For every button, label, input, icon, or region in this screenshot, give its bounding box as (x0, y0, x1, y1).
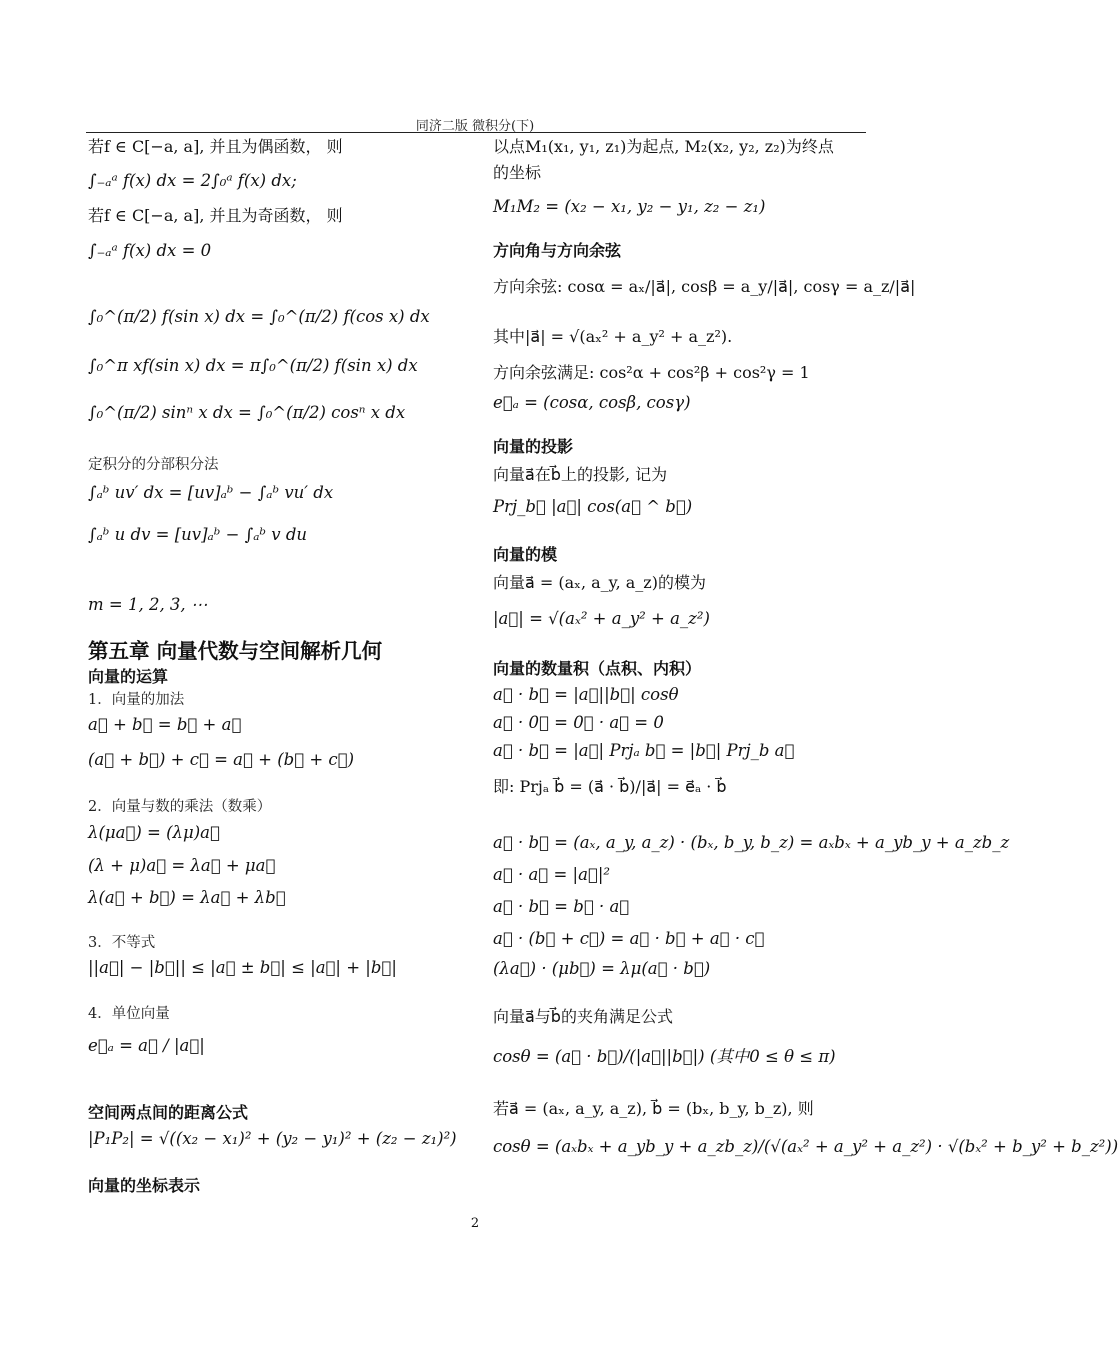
left_column-line: 1．向量的加法 (88, 692, 185, 708)
left_column-line: 向量的运算 (88, 667, 169, 686)
right_column-line: 向量a⃗与b⃗的夹角满足公式 (493, 1007, 673, 1026)
left_column-line: 空间两点间的距离公式 (88, 1103, 249, 1122)
right_column-line: a⃗ · b⃗ = |a⃗||b⃗| cosθ (493, 685, 679, 704)
right_column-line: (λa⃗) · (μb⃗) = λμ(a⃗ · b⃗) (493, 959, 711, 978)
left_column-line: λ(μa⃗) = (λμ)a⃗ (88, 823, 220, 842)
right_column-line: 向量的投影 (493, 437, 574, 456)
left_column-line: ∫₋ₐᵃ f(x) dx = 2∫₀ᵃ f(x) dx; (88, 171, 297, 190)
left_column-line: 若f ∈ C[−a, a], 并且为偶函数， 则 (88, 137, 343, 156)
right_column-line: 方向余弦: cosα = aₓ/|a⃗|, cosβ = a_y/|a⃗|, cosγ = a_z/|a⃗| (493, 277, 916, 296)
header-rule (86, 132, 866, 133)
left_column-line: a⃗ + b⃗ = b⃗ + a⃗ (88, 715, 242, 734)
left_column-line: 第五章 向量代数与空间解析几何 (88, 639, 383, 663)
left_column-line: ∫₋ₐᵃ f(x) dx = 0 (88, 241, 212, 260)
left_column-line: e⃗ₐ = a⃗ / |a⃗| (88, 1036, 205, 1055)
right_column-line: 即: Prjₐ b⃗ = (a⃗ · b⃗)/|a⃗| = e⃗ₐ · b⃗ (493, 777, 727, 796)
right_column-line: a⃗ · b⃗ = |a⃗| Prjₐ b⃗ = |b⃗| Prj_b a⃗ (493, 741, 795, 760)
left_column-line: ∫₀^(π/2) sinⁿ x dx = ∫₀^(π/2) cosⁿ x dx (88, 403, 406, 422)
right_column-line: cosθ = (a⃗ · b⃗)/(|a⃗||b⃗|) (其中0 ≤ θ ≤ π) (493, 1047, 836, 1066)
right_column-line: 方向角与方向余弦 (493, 241, 622, 260)
left_column-line: ∫ₐᵇ u dv = [uv]ₐᵇ − ∫ₐᵇ v du (88, 525, 308, 544)
right_column-line: 的坐标 (493, 163, 542, 182)
right_column-line: 向量的模 (493, 545, 558, 564)
left_column-line: 2．向量与数的乘法（数乘） (88, 799, 272, 815)
right_column-line: Prj_b⃗ |a⃗| cos(a⃗ ^ b⃗) (493, 497, 693, 516)
right_column-line: a⃗ · 0⃗ = 0⃗ · a⃗ = 0 (493, 713, 664, 732)
left_column-line: 向量的坐标表示 (88, 1176, 201, 1195)
left_column-line: ∫ₐᵇ uv′ dx = [uv]ₐᵇ − ∫ₐᵇ vu′ dx (88, 483, 334, 502)
left_column-line: 3．不等式 (88, 935, 156, 951)
right_column-line: e⃗ₐ = (cosα, cosβ, cosγ) (493, 393, 691, 412)
right_column-line: a⃗ · (b⃗ + c⃗) = a⃗ · b⃗ + a⃗ · c⃗ (493, 929, 765, 948)
right_column-line: a⃗ · b⃗ = b⃗ · a⃗ (493, 897, 630, 916)
right_column-line: 方向余弦满足: cos²α + cos²β + cos²γ = 1 (493, 363, 810, 382)
right_column-line: 其中|a⃗| = √(aₓ² + a_y² + a_z²). (493, 327, 733, 346)
page-number: 2 (470, 1216, 480, 1231)
left_column-line: ∫₀^π xf(sin x) dx = π∫₀^(π/2) f(sin x) dx (88, 356, 418, 375)
left_column-line: |P₁P₂| = √((x₂ − x₁)² + (y₂ − y₁)² + (z₂ − z₁)²) (88, 1129, 457, 1148)
page-header: 同济二版 微积分(下) (415, 119, 535, 134)
right_column-line: a⃗ · b⃗ = (aₓ, a_y, a_z) · (bₓ, b_y, b_z) = aₓbₓ + a_yb_y + a_zb_z (493, 833, 1010, 852)
right_column-line: 向量a⃗在b⃗上的投影, 记为 (493, 465, 668, 484)
left_column-line: λ(a⃗ + b⃗) = λa⃗ + λb⃗ (88, 888, 286, 907)
right_column-line: |a⃗| = √(aₓ² + a_y² + a_z²) (493, 609, 710, 628)
right_column-line: 向量的数量积（点积、内积） (493, 659, 702, 678)
right_column-line: M₁M₂ = (x₂ − x₁, y₂ − y₁, z₂ − z₁) (493, 197, 766, 216)
right_column-line: 向量a⃗ = (aₓ, a_y, a_z)的模为 (493, 573, 706, 592)
left_column-line: ||a⃗| − |b⃗|| ≤ |a⃗ ± b⃗| ≤ |a⃗| + |b⃗| (88, 958, 397, 977)
right_column-line: cosθ = (aₓbₓ + a_yb_y + a_zb_z)/(√(aₓ² + a_y² + a_z²) · √(bₓ² + b_y² + b_z²)) (493, 1137, 1118, 1156)
left_column-line: 定积分的分部积分法 (88, 457, 219, 473)
left_column-line: 4．单位向量 (88, 1006, 170, 1022)
left_column-line: m = 1, 2, 3, ⋯ (88, 595, 208, 614)
left_column-line: (a⃗ + b⃗) + c⃗ = a⃗ + (b⃗ + c⃗) (88, 750, 355, 769)
left_column-line: (λ + μ)a⃗ = λa⃗ + μa⃗ (88, 856, 276, 875)
left_column-line: ∫₀^(π/2) f(sin x) dx = ∫₀^(π/2) f(cos x) dx (88, 307, 430, 326)
right_column-line: 若a⃗ = (aₓ, a_y, a_z), b⃗ = (bₓ, b_y, b_z), 则 (493, 1099, 814, 1118)
right_column-line: a⃗ · a⃗ = |a⃗|² (493, 865, 610, 884)
left_column-line: 若f ∈ C[−a, a], 并且为奇函数， 则 (88, 206, 343, 225)
right_column-line: 以点M₁(x₁, y₁, z₁)为起点, M₂(x₂, y₂, z₂)为终点 (493, 137, 834, 156)
